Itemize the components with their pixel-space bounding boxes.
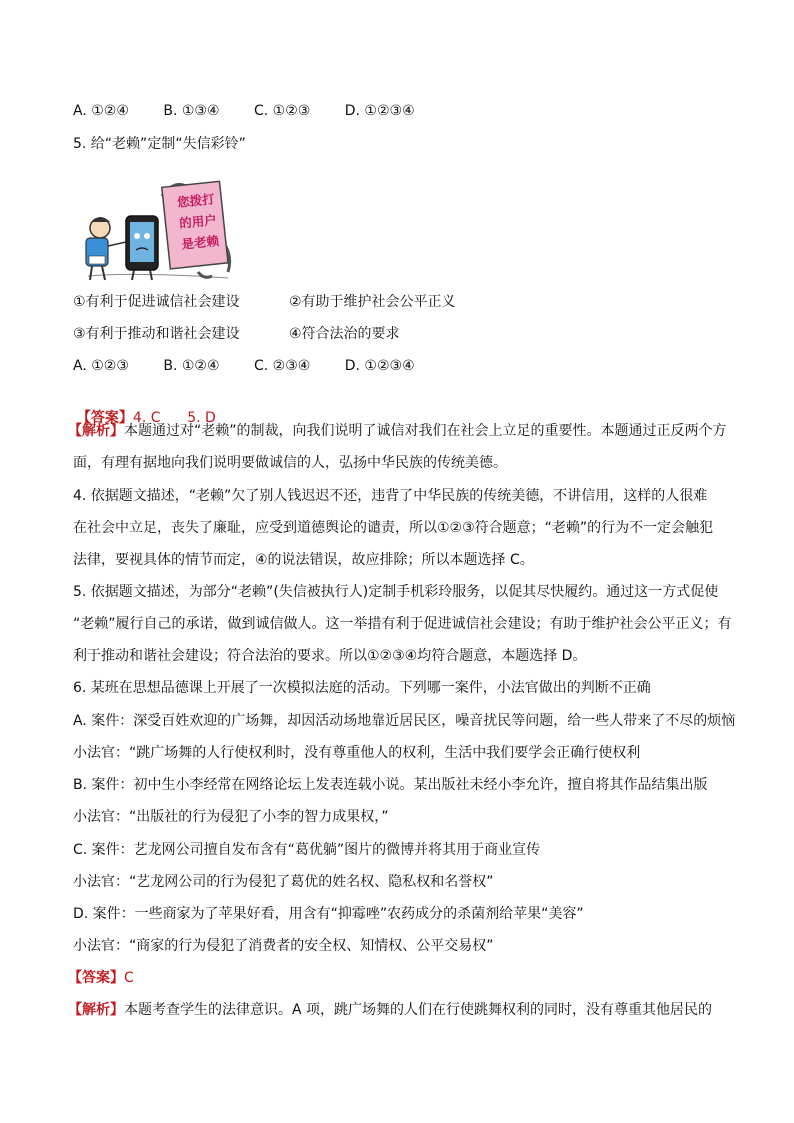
analysis-line-1: 本题通过对“老赖”的制裁，向我们说明了诚信对我们在社会上立足的重要性。本题通过正反两个方	[124, 423, 727, 439]
q6-stem: 6. 某班在思想品德课上开展了一次模拟法庭的活动。下列哪一案件，小法官做出的判断不正确	[73, 680, 651, 696]
q6-option-b: B. 案件：初中生小李经常在网络论坛上发表连载小说。某出版社未经小李允许，擅自将其作品结集出版	[73, 777, 708, 793]
analysis5-line-3: 利于推动和谐社会建设；符合法治的要求。所以①②③④均符合题意，本题选择 D。	[73, 648, 587, 664]
q5-option-b: B. ①②④	[163, 358, 220, 374]
analysis5-line-1: 5. 依据题文描述，为部分“老赖”(失信被执行人)定制手机彩玲服务，以促其尽快履约。通过这一方式促使	[73, 584, 719, 600]
q5-option-a: A. ①②③	[73, 358, 129, 374]
q5-option-d: D. ①②③④	[344, 358, 415, 374]
q5-choice-4: ④符合法治的要求	[289, 326, 400, 342]
analysis-line-2: 面，有理有据地向我们说明要做诚信的人，弘扬中华民族的传统美德。	[73, 455, 507, 471]
answer-value: 4. C 5. D	[132, 410, 216, 426]
q4-option-b: B. ①③④	[163, 103, 220, 119]
q5-choice-2: ②有助于维护社会公平正义	[289, 294, 456, 310]
q6-judge-d: 小法官：“商家的行为侵犯了消费者的安全权、知情权、公平交易权”	[73, 938, 494, 954]
q6-judge-b: 小法官：“出版社的行为侵犯了小李的智力成果权，”	[73, 809, 389, 825]
poster-line-3: 是老赖	[180, 232, 220, 252]
poster-line-2: 的用户	[178, 212, 218, 231]
analysis5-line-2: “老赖”履行自己的承诺，做到诚信做人。这一举措有利于促进诚信社会建设；有助于维护社会公平正义；有	[73, 616, 732, 632]
poster-line-1: 您拨打	[176, 191, 216, 211]
q5-choice-1: ①有利于促进诚信社会建设	[73, 294, 240, 310]
q4-option-a: A. ①②④	[73, 103, 129, 119]
answer-label: 【答案】	[76, 410, 133, 426]
analysis-label: 【解析】	[68, 423, 124, 439]
q6-judge-a: 小法官：“跳广场舞的人行使权利时，没有尊重他人的权利，生活中我们要学会正确行使权利	[73, 745, 641, 761]
analysis-block-1	[68, 421, 727, 441]
q5-choice-3: ③有利于推动和谐社会建设	[73, 326, 240, 342]
answer2-value: C	[124, 970, 134, 986]
answer-block-2	[68, 968, 134, 988]
q6-option-d: D. 案件：一些商家为了苹果好看，用含有“抑霉唑”农药成分的杀菌剂给苹果“美容”	[73, 906, 584, 922]
q4-options	[73, 101, 445, 121]
poster-text	[171, 188, 225, 256]
q6-judge-c: 小法官：“艺龙网公司的行为侵犯了葛优的姓名权、隐私权和名誉权”	[73, 874, 494, 890]
analysis6-text: 本题考查学生的法律意识。A 项，跳广场舞的人们在行使跳舞权利的同时，没有尊重其他居民的	[124, 1002, 713, 1018]
q4-option-d: D. ①②③④	[344, 103, 415, 119]
q5-options	[73, 356, 445, 376]
q5-stem: 5. 给“老赖”定制“失信彩铃”	[73, 136, 246, 152]
q6-option-c: C. 案件：艺龙网公司擅自发布含有“葛优躺”图片的微博并将其用于商业宣传	[73, 842, 541, 858]
q4-option-c: C. ①②③	[253, 103, 311, 119]
analysis4-line-1: 4. 依据题文描述，“老赖”欠了别人钱迟迟不还，违背了中华民族的传统美德，不讲信用，这样的人很难	[73, 488, 708, 504]
analysis4-line-2: 在社会中立足，丧失了廉耻，应受到道德舆论的谴责，所以①②③符合题意；“老赖”的行为不一定会触犯	[73, 520, 714, 536]
analysis-block-6	[68, 1000, 712, 1020]
q5-choice-row-2	[73, 324, 400, 344]
q5-illustration	[78, 176, 236, 284]
q5-option-c: C. ②③④	[253, 358, 311, 374]
q6-option-a: A. 案件：深受百姓欢迎的广场舞，却因活动场地靠近居民区，噪音扰民等问题，给一些人带来了不尽的烦恼	[73, 713, 736, 729]
analysis6-label: 【解析】	[68, 1002, 124, 1018]
answer2-label: 【答案】	[68, 970, 124, 986]
analysis4-line-3: 法律，要视具体的情节而定，④的说法错误，故应排除；所以本题选择 C。	[73, 552, 534, 568]
q5-choice-row-1	[73, 292, 456, 312]
